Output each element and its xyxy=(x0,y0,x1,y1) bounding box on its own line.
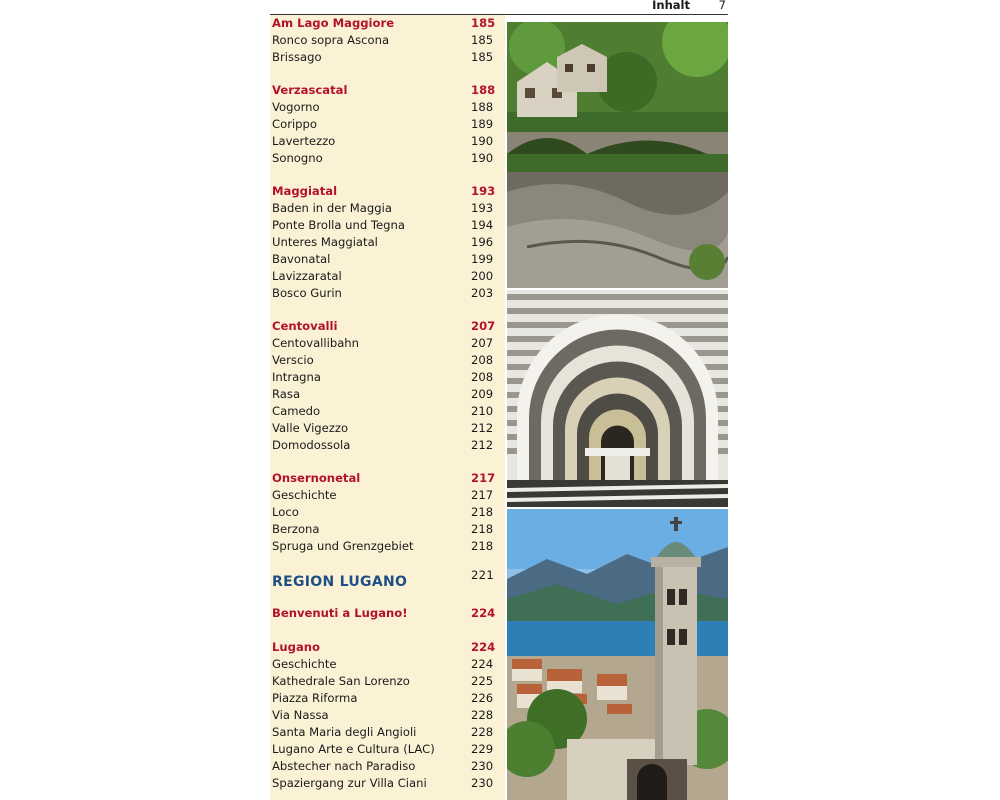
toc-entry xyxy=(272,487,502,504)
toc-section-heading xyxy=(272,605,502,622)
toc-page-number: 212 xyxy=(471,421,494,435)
toc-entry xyxy=(272,116,502,133)
toc-page-number: 208 xyxy=(471,370,494,384)
toc-page-number: 210 xyxy=(471,404,494,418)
toc-entry xyxy=(272,234,502,251)
toc-label: Brissago xyxy=(272,50,322,64)
toc-label: Lugano Arte e Cultura (LAC) xyxy=(272,742,435,756)
toc-label: Spaziergang zur Villa Ciani xyxy=(272,776,427,790)
toc-label: Geschichte xyxy=(272,657,337,671)
toc-entry xyxy=(272,673,502,690)
toc-entry xyxy=(272,268,502,285)
table-of-contents xyxy=(270,15,505,800)
toc-entry xyxy=(272,690,502,707)
church-arch-photo xyxy=(507,290,728,507)
toc-entry xyxy=(272,99,502,116)
toc-label: Bavonatal xyxy=(272,252,331,266)
toc-label: Benvenuti a Lugano! xyxy=(272,606,408,620)
toc-page-number: 217 xyxy=(471,471,496,485)
toc-label: Rasa xyxy=(272,387,301,401)
toc-entry xyxy=(272,741,502,758)
toc-page-number: 217 xyxy=(471,488,494,502)
toc-entry xyxy=(272,403,502,420)
toc-page-number: 193 xyxy=(471,201,494,215)
toc-page-number: 203 xyxy=(471,286,494,300)
toc-entry xyxy=(272,386,502,403)
toc-page-number: 230 xyxy=(471,776,494,790)
toc-label: Onsernonetal xyxy=(272,471,361,485)
toc-page-number: 199 xyxy=(471,252,494,266)
toc-label: Lugano xyxy=(272,640,320,654)
toc-page-number: 185 xyxy=(471,33,494,47)
toc-page-number: 190 xyxy=(471,134,494,148)
toc-entry xyxy=(272,437,502,454)
toc-label: Loco xyxy=(272,505,299,519)
toc-label: Abstecher nach Paradiso xyxy=(272,759,416,773)
toc-page-number: 189 xyxy=(471,117,494,131)
toc-entry xyxy=(272,504,502,521)
toc-label: Ronco sopra Ascona xyxy=(272,33,390,47)
toc-label: Domodossola xyxy=(272,438,351,452)
toc-entry xyxy=(272,758,502,775)
toc-page-number: 230 xyxy=(471,759,494,773)
toc-label: Maggiatal xyxy=(272,184,338,198)
toc-label: Santa Maria degli Angioli xyxy=(272,725,417,739)
page-header xyxy=(270,0,728,15)
toc-label: Spruga und Grenzgebiet xyxy=(272,539,414,553)
toc-entry xyxy=(272,200,502,217)
toc-label: Corippo xyxy=(272,117,317,131)
toc-entry xyxy=(272,150,502,167)
toc-label: Via Nassa xyxy=(272,708,329,722)
toc-label: Kathedrale San Lorenzo xyxy=(272,674,410,688)
header-title: Inhalt xyxy=(652,0,690,12)
toc-section-heading xyxy=(272,183,502,200)
toc-page-number: 224 xyxy=(471,657,494,671)
toc-page-number: 224 xyxy=(471,640,496,654)
toc-page-number: 218 xyxy=(471,539,494,553)
toc-page-number: 194 xyxy=(471,218,494,232)
toc-page-number: 228 xyxy=(471,708,494,722)
toc-page-number: 218 xyxy=(471,522,494,536)
toc-page-number: 200 xyxy=(471,269,494,283)
toc-page-number: 225 xyxy=(471,674,494,688)
toc-label: Lavertezzo xyxy=(272,134,336,148)
toc-label: Unteres Maggiatal xyxy=(272,235,378,249)
toc-page-number: 226 xyxy=(471,691,494,705)
toc-section-heading xyxy=(272,639,502,656)
toc-label: Lavizzaratal xyxy=(272,269,342,283)
toc-label: Centovallibahn xyxy=(272,336,360,350)
header-page-number: 7 xyxy=(718,0,726,12)
toc-label: Berzona xyxy=(272,522,320,536)
toc-page-number: 193 xyxy=(471,184,496,198)
toc-entry xyxy=(272,217,502,234)
toc-entry xyxy=(272,133,502,150)
toc-entry xyxy=(272,369,502,386)
book-page xyxy=(270,0,728,800)
toc-label: Verscio xyxy=(272,353,314,367)
toc-page-number: 185 xyxy=(471,50,494,64)
toc-entry xyxy=(272,775,502,792)
toc-page-number: 224 xyxy=(471,606,496,620)
toc-section-heading xyxy=(272,318,502,335)
toc-label: Am Lago Maggiore xyxy=(272,16,395,30)
toc-section-heading xyxy=(272,470,502,487)
toc-label: Geschichte xyxy=(272,488,337,502)
toc-page-number: 207 xyxy=(471,336,494,350)
lugano-cathedral-photo xyxy=(507,509,728,800)
toc-label: Ponte Brolla und Tegna xyxy=(272,218,405,232)
toc-label: Centovalli xyxy=(272,319,338,333)
toc-entry xyxy=(272,49,502,66)
toc-label: REGION LUGANO xyxy=(272,574,408,590)
toc-page-number: 188 xyxy=(471,100,494,114)
toc-entry xyxy=(272,32,502,49)
toc-label: Valle Vigezzo xyxy=(272,421,349,435)
toc-page-number: 207 xyxy=(471,319,496,333)
toc-page-number: 209 xyxy=(471,387,494,401)
toc-page-number: 188 xyxy=(471,83,496,97)
toc-entry xyxy=(272,521,502,538)
toc-page-number: 196 xyxy=(471,235,494,249)
toc-entry xyxy=(272,285,502,302)
toc-page-number: 208 xyxy=(471,353,494,367)
toc-page-number: 190 xyxy=(471,151,494,165)
toc-entry xyxy=(272,538,502,555)
toc-page-number: 229 xyxy=(471,742,494,756)
toc-entry xyxy=(272,724,502,741)
toc-label: Sonogno xyxy=(272,151,323,165)
toc-entry xyxy=(272,335,502,352)
toc-label: Vogorno xyxy=(272,100,320,114)
toc-section-heading xyxy=(272,15,502,32)
toc-page-number: 218 xyxy=(471,505,494,519)
toc-label: Piazza Riforma xyxy=(272,691,358,705)
toc-page-number: 185 xyxy=(471,16,496,30)
verzasca-bridge-photo xyxy=(507,22,728,288)
toc-region-heading xyxy=(272,568,502,591)
toc-page-number: 228 xyxy=(471,725,494,739)
toc-section-heading xyxy=(272,82,502,99)
toc-entry xyxy=(272,251,502,268)
toc-label: Baden in der Maggia xyxy=(272,201,392,215)
toc-entry xyxy=(272,420,502,437)
toc-label: Camedo xyxy=(272,404,321,418)
toc-label: Intragna xyxy=(272,370,321,384)
toc-entry xyxy=(272,656,502,673)
toc-page-number: 212 xyxy=(471,438,494,452)
toc-entry xyxy=(272,707,502,724)
toc-page-number: 221 xyxy=(471,568,495,582)
toc-label: Verzascatal xyxy=(272,83,348,97)
toc-entry xyxy=(272,352,502,369)
toc-label: Bosco Gurin xyxy=(272,286,342,300)
